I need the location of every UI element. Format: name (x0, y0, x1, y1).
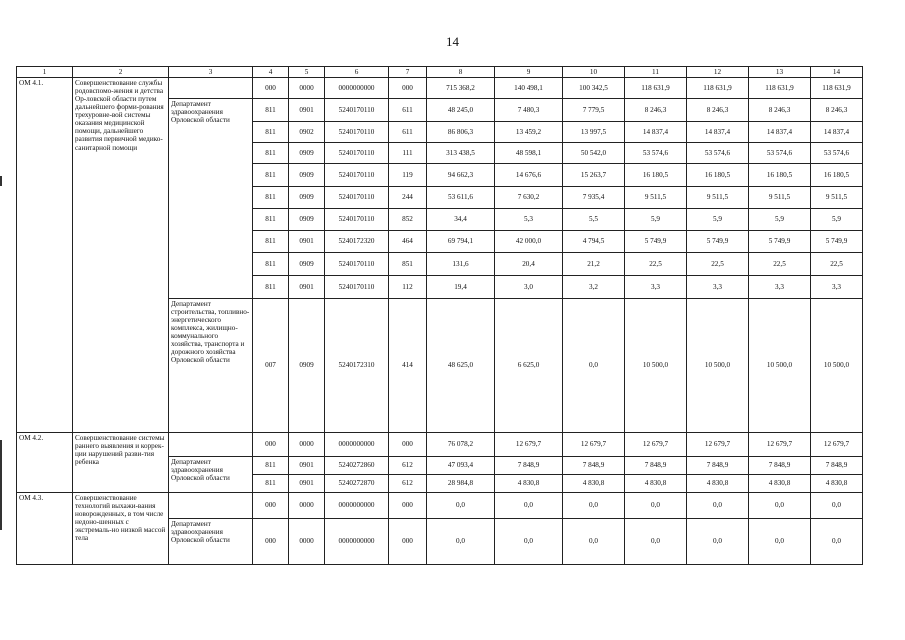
measure-code: ОМ 4.1. (17, 78, 73, 433)
amount-cell: 13 459,2 (495, 122, 563, 143)
amount-cell: 5,3 (495, 209, 563, 231)
amount-cell: 0,0 (811, 519, 863, 565)
column-number: 7 (389, 67, 427, 78)
amount-cell: 16 180,5 (687, 164, 749, 187)
amount-cell: 118 631,9 (687, 78, 749, 99)
amount-cell: 22,5 (749, 253, 811, 276)
budget-code-cell: 0901 (289, 231, 325, 253)
budget-code-cell: 811 (253, 209, 289, 231)
budget-code-cell: 852 (389, 209, 427, 231)
budget-code-cell: 000 (253, 78, 289, 99)
budget-code-cell: 811 (253, 122, 289, 143)
budget-code-cell: 5240170110 (325, 209, 389, 231)
column-number: 11 (625, 67, 687, 78)
budget-code-cell: 0901 (289, 99, 325, 122)
amount-cell: 9 511,5 (625, 187, 687, 209)
amount-cell: 4 830,8 (495, 475, 563, 493)
amount-cell: 7 848,9 (495, 457, 563, 475)
amount-cell: 53 574,6 (811, 143, 863, 164)
column-number: 6 (325, 67, 389, 78)
amount-cell: 0,0 (563, 493, 625, 519)
budget-code-cell: 112 (389, 276, 427, 299)
amount-cell: 0,0 (687, 493, 749, 519)
budget-code-cell: 414 (389, 299, 427, 433)
amount-cell: 7 848,9 (563, 457, 625, 475)
amount-cell: 42 000,0 (495, 231, 563, 253)
amount-cell: 22,5 (811, 253, 863, 276)
amount-cell: 48 245,0 (427, 99, 495, 122)
budget-code-cell: 5240170110 (325, 187, 389, 209)
amount-cell: 10 500,0 (811, 299, 863, 433)
amount-cell: 10 500,0 (749, 299, 811, 433)
executor-name: Департамент здравоохранения Орловской области (169, 519, 253, 565)
amount-cell: 22,5 (687, 253, 749, 276)
budget-code-cell: 811 (253, 164, 289, 187)
column-number: 12 (687, 67, 749, 78)
amount-cell: 53 574,6 (625, 143, 687, 164)
measure-code: ОМ 4.3. (17, 493, 73, 565)
amount-cell: 53 574,6 (687, 143, 749, 164)
column-number-row (17, 67, 863, 78)
amount-cell: 14 837,4 (687, 122, 749, 143)
amount-cell: 8 246,3 (687, 99, 749, 122)
amount-cell: 7 480,3 (495, 99, 563, 122)
budget-code-cell: 0901 (289, 276, 325, 299)
budget-code-cell: 0000 (289, 493, 325, 519)
budget-table (16, 66, 863, 565)
amount-cell: 715 368,2 (427, 78, 495, 99)
amount-cell: 5 749,9 (749, 231, 811, 253)
budget-code-cell: 611 (389, 122, 427, 143)
amount-cell: 0,0 (811, 493, 863, 519)
amount-cell: 16 180,5 (811, 164, 863, 187)
budget-code-cell: 811 (253, 99, 289, 122)
budget-code-cell: 5240172310 (325, 299, 389, 433)
amount-cell: 9 511,5 (749, 187, 811, 209)
budget-code-cell: 811 (253, 231, 289, 253)
executor-name: Департамент здравоохранения Орловской области (169, 457, 253, 493)
column-number: 4 (253, 67, 289, 78)
budget-code-cell: 0909 (289, 187, 325, 209)
amount-cell: 7 848,9 (687, 457, 749, 475)
budget-code-cell: 5240170110 (325, 276, 389, 299)
budget-code-cell: 0000000000 (325, 519, 389, 565)
executor-name: Департамент строительства, топливно-энергетического комплекса, жилищно-коммунального хозяйства, транспорта и дорожного хозяйства Орловской области (169, 299, 253, 433)
column-number: 2 (73, 67, 169, 78)
amount-cell: 4 830,8 (811, 475, 863, 493)
amount-cell: 6 625,0 (495, 299, 563, 433)
budget-code-cell: 000 (253, 519, 289, 565)
amount-cell: 118 631,9 (811, 78, 863, 99)
amount-cell: 7 935,4 (563, 187, 625, 209)
amount-cell: 19,4 (427, 276, 495, 299)
amount-cell: 4 794,5 (563, 231, 625, 253)
amount-cell: 4 830,8 (749, 475, 811, 493)
amount-cell: 313 438,5 (427, 143, 495, 164)
amount-cell: 3,0 (495, 276, 563, 299)
budget-code-cell: 0000000000 (325, 493, 389, 519)
budget-code-cell: 811 (253, 187, 289, 209)
amount-cell: 9 511,5 (687, 187, 749, 209)
budget-code-cell: 0000 (289, 519, 325, 565)
amount-cell: 118 631,9 (749, 78, 811, 99)
amount-cell: 5 749,9 (811, 231, 863, 253)
table-row (17, 433, 863, 457)
amount-cell: 3,2 (563, 276, 625, 299)
amount-cell: 5,5 (563, 209, 625, 231)
amount-cell: 12 679,7 (563, 433, 625, 457)
budget-code-cell: 811 (253, 475, 289, 493)
budget-code-cell: 811 (253, 276, 289, 299)
amount-cell: 48 598,1 (495, 143, 563, 164)
amount-cell: 5 749,9 (687, 231, 749, 253)
amount-cell: 7 779,5 (563, 99, 625, 122)
amount-cell: 12 679,7 (495, 433, 563, 457)
budget-code-cell: 0909 (289, 209, 325, 231)
amount-cell: 10 500,0 (687, 299, 749, 433)
amount-cell: 131,6 (427, 253, 495, 276)
executor-name (169, 493, 253, 519)
amount-cell: 0,0 (563, 519, 625, 565)
column-number: 3 (169, 67, 253, 78)
amount-cell: 0,0 (427, 493, 495, 519)
amount-cell: 4 830,8 (625, 475, 687, 493)
amount-cell: 118 631,9 (625, 78, 687, 99)
budget-code-cell: 811 (253, 143, 289, 164)
amount-cell: 53 574,6 (749, 143, 811, 164)
amount-cell: 20,4 (495, 253, 563, 276)
budget-code-cell: 5240172320 (325, 231, 389, 253)
amount-cell: 14 676,6 (495, 164, 563, 187)
amount-cell: 14 837,4 (811, 122, 863, 143)
budget-code-cell: 0909 (289, 253, 325, 276)
amount-cell: 5,9 (811, 209, 863, 231)
executor-name (169, 78, 253, 99)
amount-cell: 16 180,5 (749, 164, 811, 187)
amount-cell: 12 679,7 (687, 433, 749, 457)
amount-cell: 0,0 (749, 519, 811, 565)
budget-code-cell: 5240170110 (325, 99, 389, 122)
budget-code-cell: 5240170110 (325, 143, 389, 164)
amount-cell: 0,0 (563, 299, 625, 433)
scan-edge-mark (0, 440, 2, 530)
budget-code-cell: 5240272870 (325, 475, 389, 493)
amount-cell: 14 837,4 (625, 122, 687, 143)
budget-code-cell: 000 (389, 433, 427, 457)
amount-cell: 86 806,3 (427, 122, 495, 143)
budget-code-cell: 0000000000 (325, 78, 389, 99)
budget-code-cell: 000 (253, 433, 289, 457)
column-number: 10 (563, 67, 625, 78)
amount-cell: 3,3 (625, 276, 687, 299)
budget-code-cell: 0000 (289, 78, 325, 99)
amount-cell: 12 679,7 (625, 433, 687, 457)
budget-code-cell: 0909 (289, 164, 325, 187)
page-number: 14 (446, 34, 459, 49)
budget-code-cell: 612 (389, 457, 427, 475)
budget-code-cell: 5240170110 (325, 164, 389, 187)
amount-cell: 28 984,8 (427, 475, 495, 493)
amount-cell: 8 246,3 (749, 99, 811, 122)
budget-code-cell: 0000 (289, 433, 325, 457)
amount-cell: 12 679,7 (749, 433, 811, 457)
column-number: 9 (495, 67, 563, 78)
amount-cell: 34,4 (427, 209, 495, 231)
amount-cell: 140 498,1 (495, 78, 563, 99)
amount-cell: 3,3 (811, 276, 863, 299)
amount-cell: 4 830,8 (687, 475, 749, 493)
budget-code-cell: 5240170110 (325, 122, 389, 143)
amount-cell: 7 630,2 (495, 187, 563, 209)
table-row (17, 493, 863, 519)
amount-cell: 50 542,0 (563, 143, 625, 164)
budget-code-cell: 611 (389, 99, 427, 122)
amount-cell: 0,0 (625, 519, 687, 565)
table-row (17, 78, 863, 99)
amount-cell: 3,3 (687, 276, 749, 299)
budget-code-cell: 0901 (289, 475, 325, 493)
amount-cell: 5 749,9 (625, 231, 687, 253)
amount-cell: 16 180,5 (625, 164, 687, 187)
amount-cell: 3,3 (749, 276, 811, 299)
amount-cell: 7 848,9 (811, 457, 863, 475)
amount-cell: 7 848,9 (625, 457, 687, 475)
amount-cell: 69 794,1 (427, 231, 495, 253)
budget-code-cell: 0902 (289, 122, 325, 143)
amount-cell: 47 093,4 (427, 457, 495, 475)
amount-cell: 100 342,5 (563, 78, 625, 99)
budget-code-cell: 464 (389, 231, 427, 253)
measure-code: ОМ 4.2. (17, 433, 73, 493)
column-number: 13 (749, 67, 811, 78)
amount-cell: 22,5 (625, 253, 687, 276)
amount-cell: 0,0 (427, 519, 495, 565)
budget-code-cell: 5240272860 (325, 457, 389, 475)
amount-cell: 94 662,3 (427, 164, 495, 187)
measure-name: Совершенствование системы раннего выявления и коррек-ции нарушений разви-тия ребенка (73, 433, 169, 493)
budget-code-cell: 007 (253, 299, 289, 433)
amount-cell: 21,2 (563, 253, 625, 276)
amount-cell: 76 078,2 (427, 433, 495, 457)
budget-code-cell: 000 (253, 493, 289, 519)
amount-cell: 5,9 (749, 209, 811, 231)
amount-cell: 0,0 (495, 493, 563, 519)
amount-cell: 15 263,7 (563, 164, 625, 187)
executor-name (169, 433, 253, 457)
column-number: 8 (427, 67, 495, 78)
budget-code-cell: 0901 (289, 457, 325, 475)
amount-cell: 5,9 (625, 209, 687, 231)
amount-cell: 9 511,5 (811, 187, 863, 209)
amount-cell: 14 837,4 (749, 122, 811, 143)
executor-name: Департамент здравоохранения Орловской области (169, 99, 253, 299)
amount-cell: 7 848,9 (749, 457, 811, 475)
budget-code-cell: 000 (389, 78, 427, 99)
scan-edge-mark (0, 176, 2, 186)
amount-cell: 0,0 (495, 519, 563, 565)
budget-code-cell: 612 (389, 475, 427, 493)
measure-name: Совершенствование технологий выхажи-вания новорожденных, в том числе недоно-шенных с экстремаль-но низкой массой тела (73, 493, 169, 565)
amount-cell: 13 997,5 (563, 122, 625, 143)
budget-code-cell: 851 (389, 253, 427, 276)
budget-code-cell: 000 (389, 519, 427, 565)
budget-code-cell: 5240170110 (325, 253, 389, 276)
budget-code-cell: 111 (389, 143, 427, 164)
budget-code-cell: 244 (389, 187, 427, 209)
budget-code-cell: 0909 (289, 143, 325, 164)
amount-cell: 5,9 (687, 209, 749, 231)
amount-cell: 12 679,7 (811, 433, 863, 457)
amount-cell: 53 611,6 (427, 187, 495, 209)
measure-name: Совершенствование службы родовспомо-жения и детства Ор-ловской области путем дальнейшего форми-рования трехуровне-вой системы оказания медицинской помощи, дальнейшего развития первичной медико-санитарной помощи (73, 78, 169, 433)
amount-cell: 0,0 (749, 493, 811, 519)
amount-cell: 8 246,3 (811, 99, 863, 122)
column-number: 5 (289, 67, 325, 78)
budget-code-cell: 119 (389, 164, 427, 187)
amount-cell: 48 625,0 (427, 299, 495, 433)
budget-code-cell: 811 (253, 253, 289, 276)
amount-cell: 8 246,3 (625, 99, 687, 122)
column-number: 1 (17, 67, 73, 78)
amount-cell: 10 500,0 (625, 299, 687, 433)
budget-code-cell: 811 (253, 457, 289, 475)
budget-code-cell: 0000000000 (325, 433, 389, 457)
column-number: 14 (811, 67, 863, 78)
amount-cell: 0,0 (625, 493, 687, 519)
amount-cell: 4 830,8 (563, 475, 625, 493)
amount-cell: 0,0 (687, 519, 749, 565)
budget-code-cell: 000 (389, 493, 427, 519)
budget-code-cell: 0909 (289, 299, 325, 433)
